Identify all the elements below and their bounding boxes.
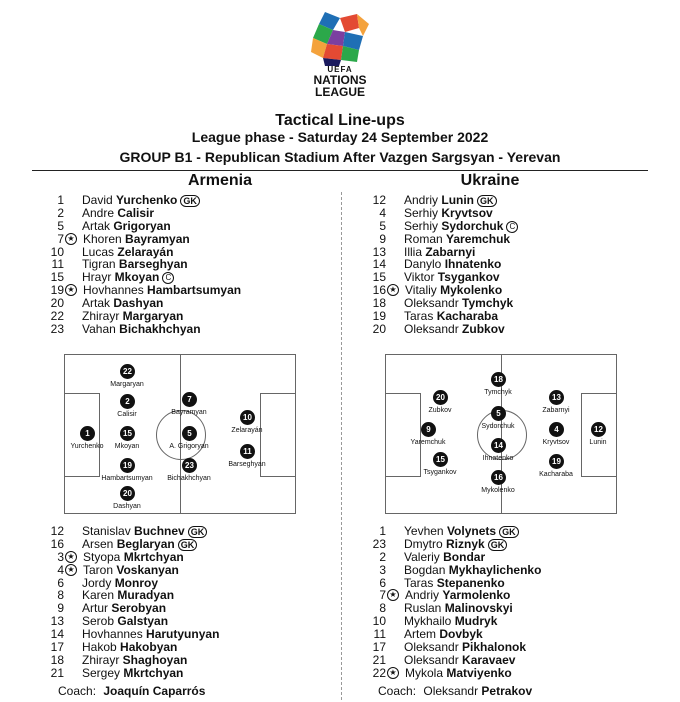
player-last-name: Mkoyan [114, 270, 160, 285]
player-number: 16 [372, 283, 386, 298]
player-pitch-name: Bayramyan [171, 409, 207, 416]
player-marker: 13 [549, 390, 564, 405]
player-last-name: Monroy [114, 575, 159, 590]
player-pitch-name: Mykolenko [481, 487, 515, 494]
player-first-name: David [82, 193, 117, 207]
player-last-name: Grigoryan [113, 218, 171, 233]
player-marker: 20 [433, 390, 448, 405]
player-last-name: Kryvtsov [441, 205, 493, 220]
player-number: 1 [57, 193, 64, 207]
player-last-name: Karavaev [462, 652, 516, 667]
player-last-name: Tymchyk [462, 296, 514, 311]
coach-last: Caparrós [152, 684, 206, 698]
player-last-name: Malinovskyi [444, 601, 513, 616]
player-number: 11 [373, 627, 386, 642]
star-icon: ★ [387, 284, 399, 296]
player-pitch-name: Margaryan [110, 381, 144, 388]
player-last-name: Muradyan [117, 588, 175, 603]
player-marker: 9 [421, 422, 436, 437]
player-number: 3 [379, 562, 386, 577]
player-number: 15 [372, 270, 386, 285]
player-marker: 14 [491, 438, 506, 453]
player-last-name: Zelarayán [117, 244, 174, 259]
coach-first: Joaquín [103, 684, 150, 698]
player-first-name: Tigran [82, 257, 119, 272]
pitch-box-left [386, 393, 421, 477]
player-marker: 12 [591, 422, 606, 437]
page-subtitle: League phase - Saturday 24 September 2022 [191, 129, 489, 145]
player-number: 8 [379, 601, 386, 616]
left-subs-list [40, 525, 219, 680]
player-number: 20 [372, 321, 386, 336]
player-marker: 20 [120, 486, 135, 501]
left-coach [58, 684, 205, 698]
player-number: 12 [50, 524, 64, 538]
player-pitch-name: Dashyan [113, 503, 141, 510]
player-last-name: Zabarnyi [425, 244, 476, 259]
player-last-name: Matviyenko [446, 665, 512, 680]
right-starting-list [362, 194, 518, 336]
player-last-name: Zubkov [462, 321, 505, 336]
star-icon: ★ [387, 589, 399, 601]
player-number: 8 [57, 588, 64, 603]
player-first-name: Hakob [82, 640, 121, 655]
player-last-name: Bondar [443, 549, 486, 564]
player-last-name: Yarmolenko [442, 588, 511, 603]
player-number: 6 [379, 575, 386, 590]
goalkeeper-badge: GK [488, 539, 508, 551]
player-first-name: Hrayr [82, 270, 115, 285]
player-marker: 5 [182, 426, 197, 441]
player-last-name: Sydorchuk [441, 218, 504, 233]
player-marker: 19 [549, 454, 564, 469]
player-number: 11 [51, 257, 64, 272]
player-pitch-name: Calisir [117, 411, 137, 418]
player-first-name: Vitaliy [405, 283, 441, 298]
player-number: 14 [50, 627, 64, 642]
page-title: Tactical Line-ups [275, 112, 405, 129]
left-starting-list [40, 194, 241, 336]
coach-label: Coach: [378, 684, 417, 698]
team-name-right: Ukraine [460, 172, 520, 189]
player-last-name: Margaryan [122, 309, 184, 324]
player-last-name: Mykhaylichenko [448, 562, 542, 577]
captain-badge: C [162, 272, 174, 284]
player-first-name: Taron [83, 562, 117, 577]
player-first-name: Taras [404, 575, 437, 590]
player-number: 12 [372, 193, 386, 207]
player-number: 2 [57, 205, 64, 220]
right-formation-pitch [385, 354, 617, 514]
player-number: 19 [372, 309, 386, 324]
player-first-name: Taras [404, 309, 437, 324]
player-first-name: Khoren [83, 231, 126, 246]
player-number: 7 [57, 231, 64, 246]
player-first-name: Oleksandr [404, 321, 463, 336]
player-marker: 11 [240, 444, 255, 459]
player-number: 23 [372, 536, 386, 551]
player-first-name: Zhirayr [82, 309, 123, 324]
player-last-name: Yurchenko [116, 193, 178, 207]
player-number: 3 [57, 549, 64, 564]
player-first-name: Illia [404, 244, 426, 259]
player-first-name: Stanislav [82, 524, 135, 538]
star-icon: ★ [387, 667, 399, 679]
player-first-name: Viktor [404, 270, 438, 285]
player-marker: 2 [120, 394, 135, 409]
player-first-name: Hovhannes [83, 283, 148, 298]
player-last-name: Volynets [446, 524, 497, 538]
player-last-name: Bayramyan [125, 231, 190, 246]
player-number: 15 [50, 270, 64, 285]
player-last-name: Ihnatenko [444, 257, 502, 272]
player-number: 6 [57, 575, 64, 590]
player-pitch-name: Zelarayán [231, 427, 263, 434]
player-last-name: Buchnev [134, 524, 185, 538]
player-last-name: Galstyan [117, 614, 169, 629]
player-number: 23 [50, 321, 64, 336]
player-first-name: Oleksandr [404, 652, 463, 667]
player-first-name: Artak [82, 296, 114, 311]
player-number: 21 [372, 652, 386, 667]
player-number: 22 [372, 665, 386, 680]
player-last-name: Dashyan [113, 296, 164, 311]
player-first-name: Serhiy [404, 218, 442, 233]
player-number: 13 [372, 244, 386, 259]
logo-line-2: NATIONS [313, 73, 367, 87]
player-marker: 16 [491, 470, 506, 485]
player-first-name: Sergey [82, 665, 124, 680]
player-pitch-name: Tsygankov [423, 469, 457, 476]
pitch-center-circle [156, 410, 209, 460]
player-number: 10 [50, 244, 64, 259]
venue-line: GROUP B1 - Republican Stadium After Vazgen Sargsyan - Yerevan [119, 149, 561, 165]
player-number: 4 [57, 562, 64, 577]
player-first-name: Artur [82, 601, 112, 616]
player-pitch-name: Zubkov [428, 407, 452, 414]
player-first-name: Oleksandr [404, 296, 463, 311]
player-first-name: Styopa [83, 549, 124, 564]
player-first-name: Danylo [404, 257, 445, 272]
goalkeeper-badge: GK [188, 526, 208, 538]
list-item [362, 323, 518, 336]
player-last-name: Barseghyan [118, 257, 188, 272]
player-pitch-name: Mkoyan [114, 443, 140, 450]
player-last-name: Harutyunyan [146, 627, 220, 642]
player-marker: 10 [240, 410, 255, 425]
team-name-left: Armenia [187, 172, 253, 189]
header-divider [32, 170, 648, 171]
player-number: 5 [379, 218, 386, 233]
player-first-name: Serob [82, 614, 118, 629]
player-first-name: Artak [82, 218, 114, 233]
player-first-name: Yevhen [404, 524, 447, 538]
player-first-name: Lucas [82, 244, 118, 259]
player-marker: 19 [120, 458, 135, 473]
player-first-name: Ruslan [404, 601, 445, 616]
player-last-name: Riznyk [446, 536, 485, 551]
player-last-name: Mkrtchyan [123, 549, 184, 564]
player-last-name: Mykolenko [440, 283, 503, 298]
player-first-name: Karen [82, 588, 118, 603]
logo-text [300, 66, 380, 98]
player-number: 7 [379, 588, 386, 603]
player-first-name: Roman [404, 231, 447, 246]
goalkeeper-badge: GK [477, 195, 497, 207]
player-number: 14 [372, 257, 386, 272]
player-last-name: Pikhalonok [462, 640, 527, 655]
player-first-name: Vahan [82, 321, 120, 336]
player-first-name: Andre [82, 205, 118, 220]
player-last-name: Lunin [441, 193, 475, 207]
player-number: 19 [50, 283, 64, 298]
player-number: 2 [379, 549, 386, 564]
player-pitch-name: Kryvtsov [542, 439, 570, 446]
player-pitch-name: Zabarnyi [542, 407, 570, 414]
player-pitch-name: Tymchyk [484, 389, 512, 396]
right-subs-list [362, 525, 541, 680]
star-icon: ★ [65, 551, 77, 563]
player-last-name: Yaremchuk [446, 231, 511, 246]
player-pitch-name: Yaremchuk [410, 439, 446, 446]
player-marker: 4 [549, 422, 564, 437]
player-first-name: Dmytro [404, 536, 446, 551]
player-first-name: Mykhailo [404, 614, 455, 629]
player-number: 9 [379, 231, 386, 246]
left-formation-pitch [64, 354, 296, 514]
coach-first: Oleksandr [423, 684, 479, 698]
player-number: 10 [372, 614, 386, 629]
list-item [362, 667, 541, 680]
center-divider [341, 192, 342, 700]
player-number: 17 [50, 640, 64, 655]
player-last-name: Voskanyan [116, 562, 179, 577]
player-pitch-name: Hambartsumyan [101, 475, 153, 482]
star-icon: ★ [65, 284, 77, 296]
player-marker: 18 [491, 372, 506, 387]
list-item [40, 667, 219, 680]
player-number: 13 [50, 614, 64, 629]
coach-last: Petrakov [481, 684, 533, 698]
player-marker: 5 [491, 406, 506, 421]
logo-line-3: LEAGUE [314, 85, 365, 99]
player-marker: 15 [433, 452, 448, 467]
player-last-name: Kacharaba [436, 309, 499, 324]
player-first-name: Zhirayr [82, 652, 123, 667]
star-icon: ★ [65, 233, 77, 245]
player-last-name: Hakobyan [120, 640, 178, 655]
player-pitch-name: Lunin [589, 439, 607, 446]
player-last-name: Calisir [117, 205, 155, 220]
player-pitch-name: Barseghyan [228, 461, 266, 468]
goalkeeper-badge: GK [499, 526, 519, 538]
player-marker: 1 [80, 426, 95, 441]
logo-line-1: UEFA [327, 65, 353, 74]
player-number: 4 [379, 205, 386, 220]
player-first-name: Artem [404, 627, 440, 642]
list-item [362, 194, 518, 207]
player-first-name: Andriy [404, 193, 442, 207]
player-number: 18 [372, 296, 386, 311]
player-first-name: Serhiy [404, 205, 442, 220]
goalkeeper-badge: GK [178, 539, 198, 551]
player-last-name: Bichakhchyan [119, 321, 201, 336]
player-first-name: Jordy [82, 575, 115, 590]
player-number: 16 [50, 536, 64, 551]
player-pitch-name: A. Grigoryan [169, 443, 209, 450]
player-marker: 23 [182, 458, 197, 473]
player-number: 9 [57, 601, 64, 616]
player-last-name: Dovbyk [439, 627, 483, 642]
player-last-name: Stepanenko [436, 575, 505, 590]
player-pitch-name: Yurchenko [70, 443, 104, 450]
player-number: 20 [50, 296, 64, 311]
player-first-name: Valeriy [404, 549, 444, 564]
player-marker: 15 [120, 426, 135, 441]
player-first-name: Bogdan [404, 562, 449, 577]
player-first-name: Andriy [405, 588, 443, 603]
player-last-name: Shaghoyan [122, 652, 188, 667]
player-first-name: Hovhannes [82, 627, 147, 642]
right-coach [378, 684, 532, 698]
goalkeeper-badge: GK [180, 195, 200, 207]
player-last-name: Tsygankov [437, 270, 500, 285]
player-last-name: Mkrtchyan [123, 665, 184, 680]
player-last-name: Beglaryan [116, 536, 175, 551]
player-first-name: Arsen [82, 536, 117, 551]
player-pitch-name: Bichakhchyan [167, 475, 211, 482]
player-number: 1 [379, 524, 386, 538]
player-pitch-name: Ihnatenko [482, 455, 514, 462]
player-last-name: Mudryk [454, 614, 498, 629]
player-number: 22 [50, 309, 64, 324]
player-number: 18 [50, 652, 64, 667]
star-icon: ★ [65, 564, 77, 576]
player-number: 17 [372, 640, 386, 655]
player-number: 5 [57, 218, 64, 233]
list-item [40, 323, 241, 336]
player-last-name: Hambartsumyan [147, 283, 242, 298]
player-marker: 22 [120, 364, 135, 379]
player-pitch-name: Sydorchuk [481, 423, 515, 430]
player-first-name: Mykola [405, 665, 447, 680]
player-last-name: Serobyan [111, 601, 167, 616]
captain-badge: C [506, 221, 518, 233]
player-first-name: Oleksandr [404, 640, 463, 655]
player-pitch-name: Kacharaba [539, 471, 573, 478]
player-number: 21 [50, 665, 64, 680]
coach-label: Coach: [58, 684, 97, 698]
player-marker: 7 [182, 392, 197, 407]
